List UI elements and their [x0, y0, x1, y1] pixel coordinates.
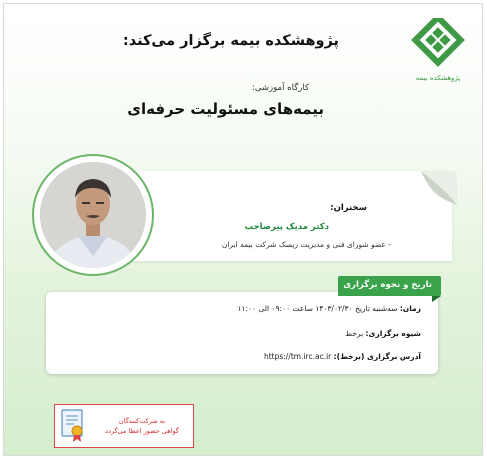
logo-text: پژوهشکده بیمه [415, 74, 461, 82]
time-label: زمان: [399, 304, 421, 313]
speaker-name: دکتر مدیک پیرصاحب [244, 222, 329, 232]
tab-fold-decoration [432, 296, 441, 302]
workshop-title: بیمه‌های مسئولیت حرفه‌ای [127, 100, 324, 118]
research-institute-logo [409, 18, 467, 90]
address-row [264, 352, 421, 361]
certificate-text [96, 416, 188, 436]
mode-value: برخط [345, 329, 364, 338]
address-label: آدرس برگزاری (برخط): [333, 352, 421, 361]
certificate-icon [60, 409, 88, 443]
speaker-heading: سخنران: [330, 203, 367, 213]
time-value: سه‌شنبه تاریخ ۱۴۰۳/۰۲/۳۰ ساعت ۰۹:۰۰ الی ۱۱:۰۰ [237, 304, 398, 313]
speaker-role: - عضو شورای فنی و مدیریت ریسک شرکت بیمه ایران [221, 240, 391, 249]
time-row [237, 304, 421, 313]
page-curl-decoration [417, 169, 459, 209]
certificate-line-2: گواهی حضور اعطا می‌گردد [105, 427, 179, 435]
mode-row [345, 329, 421, 338]
workshop-subtitle: کارگاه آموزشی: [251, 83, 309, 93]
mode-label: شیوه برگزاری: [365, 329, 421, 338]
address-link[interactable]: https://tm.irc.ac.ir [263, 352, 332, 361]
certificate-line-1: به شرکت‌کنندگان [118, 417, 166, 425]
speaker-photo [40, 162, 146, 268]
event-info-tab: تاریخ و نحوه برگزاری [338, 276, 441, 296]
page-title: پژوهشکده بیمه برگزار می‌کند: [122, 33, 339, 49]
